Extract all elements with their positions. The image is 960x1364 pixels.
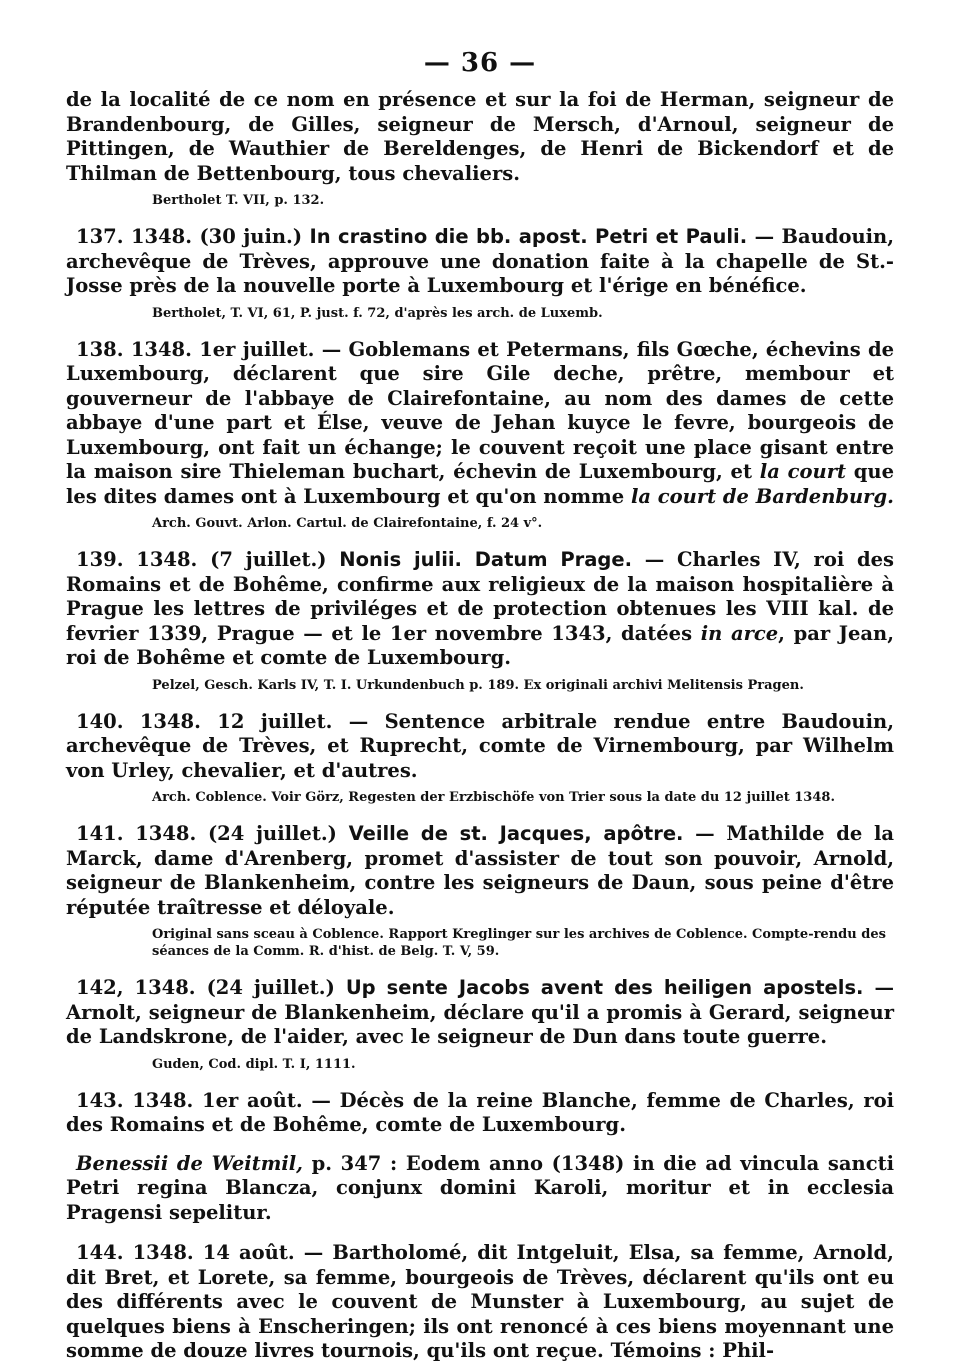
- entry-140: [66, 710, 894, 807]
- entry-year: 1348.: [132, 1088, 194, 1112]
- entry-number: 143.: [76, 1088, 124, 1112]
- entry-year: 1348.: [135, 822, 197, 845]
- entry-number: 144.: [76, 1241, 124, 1264]
- continuation-block: [66, 88, 894, 209]
- source-citation: Arch. Coblence. Voir Görz, Regesten der Erzbischöfe von Trier sous la date du 12 juillet 1348.: [152, 790, 835, 805]
- entry-date: 1er août.: [202, 1088, 303, 1112]
- entry-year: 1348.: [132, 1241, 194, 1264]
- entry-date: (24 juillet.): [206, 976, 335, 999]
- entry-text: [66, 338, 894, 510]
- source-citation: Pelzel, Gesch. Karls IV, T. I. Urkundenbuch p. 189. Ex originali archivi Melitensis Pragen.: [152, 677, 804, 693]
- entry-text: [66, 225, 894, 299]
- entry-body: , par Jean, roi de Bohême et comte de Luxembourg.: [66, 621, 894, 669]
- source-citation: Arch. Gouvt. Arlon. Cartul. de Clairefontaine, f. 24 v°.: [152, 516, 543, 531]
- entry-text: [66, 710, 894, 784]
- entry-143: [66, 1089, 894, 1226]
- entry-date: (7 juillet.): [210, 548, 327, 571]
- entry-dating: In crastino die bb. apost. Petri et Pauli.: [309, 225, 748, 248]
- entry-text: [66, 976, 894, 1050]
- entry-dating: Nonis julii. Datum Prage.: [339, 548, 632, 571]
- entry-number: 141.: [76, 822, 124, 845]
- entry-italic: la court: [759, 460, 846, 483]
- entry-body: — Goblemans et Petermans, fils Gœche, échevins de Luxembourg, déclarent que sire Gile deche, prêtre, membour et gouverneur de l'abbaye de Clairefontaine, au nom des dames de cette abbaye d'une part et Élse, veuve de Jehan kuyce le fevre, bourgeois de Luxembourg, ont fait un échange; le couvent reçoit une place gisant entre la maison sire Thieleman buchart, échevin de Luxembourg, et: [66, 337, 895, 483]
- entry-text: [66, 548, 894, 671]
- source-citation: Original sans sceau à Coblence. Rapport Kreglinger sur les archives de Coblence. Compte-rendu des séances de la Comm. R. d'hist. de Belg. T. V, 59.: [152, 927, 886, 959]
- entry-dating: Up sente Jacobs avent des heiligen apostels.: [345, 976, 864, 999]
- document-page: [66, 48, 894, 1364]
- entry-year: 1348.: [139, 709, 201, 733]
- entry-number: 139.: [76, 548, 124, 571]
- entry-139: [66, 548, 894, 694]
- entry-text: [66, 1241, 894, 1364]
- entry-body: — Décès de la reine Blanche, femme de Charles, roi des Romains et de Bohême, comte de Luxembourg.: [66, 1088, 895, 1136]
- entry-number: 137.: [76, 225, 124, 248]
- entry-text: [66, 1089, 894, 1138]
- entry-year: 1348.: [130, 337, 192, 361]
- entry-year: 1348.: [134, 976, 196, 999]
- entry-141: [66, 822, 894, 960]
- entry-138: [66, 338, 894, 533]
- entry-year: 1348.: [136, 548, 198, 571]
- chronicle-text: p. 347 : Eodem anno (1348) in die ad vincula sancti Petri regina Blancza, conjunx domini Karoli, moritur et in ecclesia Pragensi sepelitur.: [66, 1151, 895, 1224]
- entry-number: 140.: [76, 709, 124, 733]
- entry-dating: Veille de st. Jacques, apôtre.: [348, 822, 684, 845]
- entry-body: — Baudouin, archevêque de Trèves, approuve une donation faite à la chapelle de St.-Josse près de la nouvelle porte à Luxembourg et l'érige en bénéfice.: [66, 225, 895, 297]
- entry-italic: in arce: [700, 621, 779, 645]
- entry-date: 12 juillet.: [217, 709, 333, 733]
- continuation-text: de la localité de ce nom en présence et sur la foi de Herman, seigneur de Brandenbourg, de Gilles, seigneur de Mersch, d'Arnoul, seigneur de Pittingen, de Wauthier de Bereldenges, de Henri de Bickendorf et de Thilman de Bettenbourg, tous chevaliers.: [66, 88, 894, 185]
- entry-137: [66, 225, 894, 322]
- entry-number: 138.: [76, 337, 124, 361]
- entry-number: 142,: [76, 976, 124, 999]
- source-citation: Guden, Cod. dipl. T. I, 1111.: [152, 1056, 356, 1072]
- entry-144: [66, 1241, 894, 1364]
- entry-body: — Bartholomé, dit Intgeluit, Elsa, sa femme, Arnold, dit Bret, et Lorete, sa femme, bourgeois de Trèves, déclarent qu'ils ont eu des différents avec le couvent de Munster à Luxembourg, au sujet de quelques biens à Enscheringen; ils ont renoncé à ces biens moyennant une somme de douze livres tournois, qu'ils ont reçue. Témoins : Phil-: [66, 1241, 894, 1362]
- entry-body: — Arnolt, seigneur de Blankenheim, déclare qu'il a promis à Gerard, seigneur de Landskrone, de l'aider, avec le seigneur de Dun dans toute guerre.: [66, 976, 894, 1048]
- source-citation: Bertholet, T. VI, 61, P. just. f. 72, d'après les arch. de Luxemb.: [152, 305, 603, 321]
- entry-date: 14 août.: [202, 1241, 295, 1264]
- quoted-chronicle: [66, 1152, 894, 1226]
- entry-year: 1348.: [130, 225, 192, 248]
- source-citation: Bertholet T. VII, p. 132.: [152, 193, 325, 208]
- chronicle-title: Benessii de Weitmil,: [76, 1151, 303, 1175]
- entry-body: — Charles IV, roi des Romains et de Bohême, confirme aux religieux de la maison hospitalière à Prague les lettres de priviléges et de protection obtenues les VIII kal. de fevrier 1339, Prague — et le 1er novembre 1343, datées: [66, 548, 895, 645]
- entry-142: [66, 976, 894, 1073]
- entry-date: (24 juillet.): [207, 822, 337, 845]
- entry-date: (30 juin.): [199, 225, 303, 248]
- page-number: — 36 —: [423, 48, 537, 78]
- entry-text: [66, 822, 894, 920]
- entry-body: — Sentence arbitrale rendue entre Baudouin, archevêque de Trèves, et Ruprecht, comte de Virnembourg, par Wilhelm von Urley, chevalier, et d'autres.: [66, 709, 894, 782]
- entry-italic: la court de Bardenburg.: [630, 484, 894, 508]
- entry-date: 1er juillet.: [199, 337, 315, 361]
- entry-body: que les dites dames ont à Luxembourg et qu'on nomme: [66, 460, 895, 508]
- entry-body: — Mathilde de la Marck, dame d'Arenberg, promet d'assister de tout son pouvoir, Arnold, seigneur de Blankenheim, contre les seigneurs de Daun, sous peine d'être réputée traîtresse et déloyale.: [66, 822, 895, 919]
